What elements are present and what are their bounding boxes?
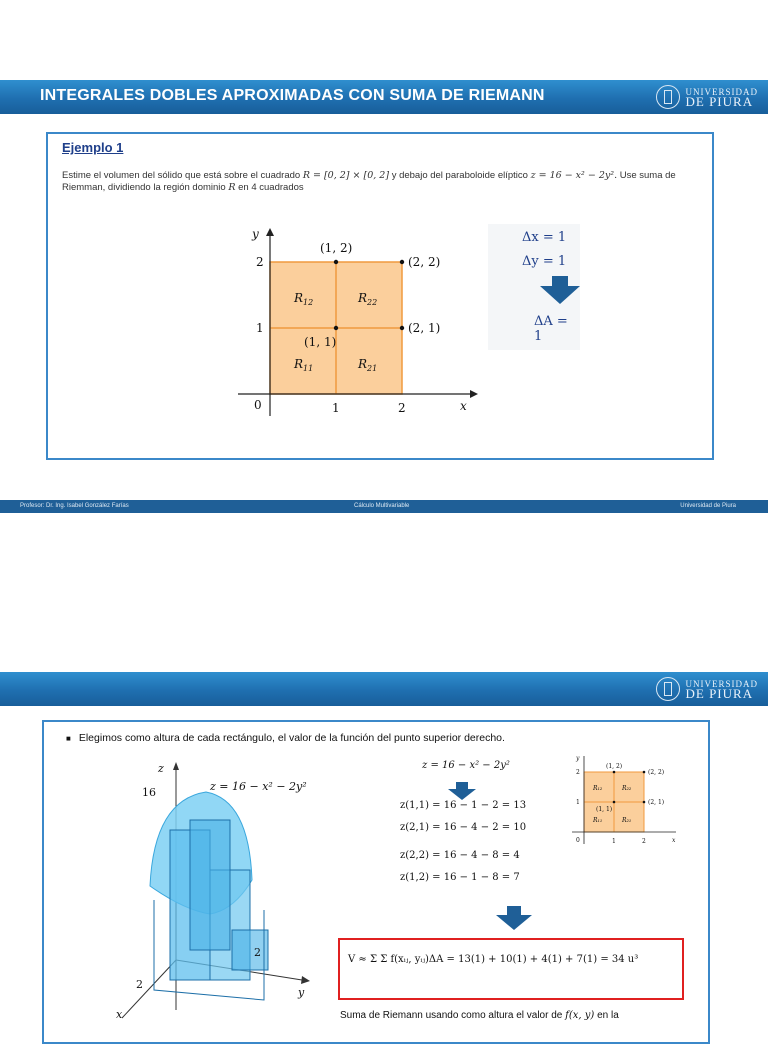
university-logo xyxy=(656,83,759,111)
logo-bottom-text: DE PIURA xyxy=(685,94,754,109)
solid-3d-plot xyxy=(114,760,344,1022)
region-r21-label: $R_{21}$ xyxy=(358,357,378,373)
x-axis-label: x xyxy=(460,399,467,413)
origin-label: 0 xyxy=(254,398,262,412)
title-bar-2 xyxy=(0,672,768,706)
svg-text:1: 1 xyxy=(576,799,580,806)
x-axis-arrow xyxy=(470,390,478,398)
y-tick-2-3d: 2 xyxy=(254,946,261,959)
svg-text:2: 2 xyxy=(642,838,646,845)
svg-text:2: 2 xyxy=(576,769,580,776)
svg-text:y: y xyxy=(576,755,580,762)
slide-2 xyxy=(0,672,768,1024)
y-axis-arrow xyxy=(266,228,274,236)
point-1-2 xyxy=(334,260,338,264)
z-axis-label: z xyxy=(158,762,164,775)
eval-z11: z(1,1) = 16 − 1 − 2 = 13 xyxy=(400,800,527,811)
down-arrow-icon xyxy=(540,276,580,304)
eval-z12: z(1,2) = 16 − 1 − 8 = 7 xyxy=(400,872,520,883)
eval-z21: z(2,1) = 16 − 4 − 2 = 10 xyxy=(400,822,527,833)
example-statement: Estime el volumen del sólido que está sobre el cuadrado R = [0, 2] × [0, 2] y debajo del paraboloide elíptico z = 16 − x² − 2y². Use suma de Riemman, dividiendo la región dominio R en 4 cuadrados xyxy=(62,170,676,193)
y-axis-label: y xyxy=(252,227,259,241)
delta-block xyxy=(488,224,580,350)
y-axis-label-3d: y xyxy=(298,986,305,999)
mini-region-grid xyxy=(560,754,680,854)
z-tick-16: 16 xyxy=(142,786,156,799)
logo-top-text: UNIVERSIDAD xyxy=(685,679,758,689)
down-arrow-big-icon xyxy=(496,906,532,930)
svg-text:0: 0 xyxy=(576,837,580,844)
point-1-1 xyxy=(334,326,338,330)
svg-text:R₂₁: R₂₁ xyxy=(622,817,632,824)
function-expr: z = 16 − x² − 2y² xyxy=(422,760,510,771)
footer xyxy=(0,500,768,513)
region-r11-label: $R_{11}$ xyxy=(294,357,314,373)
down-arrow-small-icon xyxy=(448,782,476,800)
x-tick-2-3d: 2 xyxy=(136,978,143,991)
slide-title: INTEGRALES DOBLES APROXIMADAS CON SUMA DE RIEMANN xyxy=(40,87,545,104)
bottom-note: Suma de Riemann usando como altura el valor de f(x, y) en la xyxy=(340,1010,619,1021)
svg-text:x: x xyxy=(672,837,676,844)
footer-professor: Profesor: Dr. Ing. Isabel González Farías xyxy=(20,503,129,509)
footer-university: Universidad de Piura xyxy=(680,503,736,509)
riemann-result-box xyxy=(338,938,684,1000)
bullet-text: ■ Elegimos como altura de cada rectángulo, el valor de la función del punto superior derecho. xyxy=(66,732,505,744)
svg-text:1: 1 xyxy=(612,838,616,845)
slide-1 xyxy=(0,80,768,513)
delta-y: Δy = 1 xyxy=(522,254,567,269)
tick-y2: 2 xyxy=(256,255,264,269)
surface-label: z = 16 − x² − 2y² xyxy=(210,780,307,793)
eval-z22: z(2,2) = 16 − 4 − 8 = 4 xyxy=(400,850,520,861)
riemann-sum-formula: V ≈ Σ Σ f(xᵢⱼ, yᵢⱼ)ΔA = 13(1) + 10(1) + 4(1) + 7(1) = 34 u³ xyxy=(348,954,639,965)
label-point-1-2: (1, 2) xyxy=(320,241,353,255)
svg-text:R₁₁: R₁₁ xyxy=(593,817,603,824)
example-frame xyxy=(46,132,714,460)
delta-a: ΔA = 1 xyxy=(534,314,568,344)
tick-x2: 2 xyxy=(398,401,406,415)
tick-y1: 1 xyxy=(256,321,264,335)
content-frame xyxy=(42,720,710,1044)
region-r12-label: $R_{12}$ xyxy=(294,291,314,307)
region-r22-label: $R_{22}$ xyxy=(358,291,378,307)
seal-icon xyxy=(656,85,680,109)
label-point-1-1: (1, 1) xyxy=(304,335,337,349)
university-logo-2 xyxy=(656,675,759,703)
x-axis-label-3d: x xyxy=(116,1008,123,1021)
seal-icon xyxy=(656,677,680,701)
svg-text:R₁₂: R₁₂ xyxy=(593,785,603,792)
label-point-2-2: (2, 2) xyxy=(408,255,441,269)
logo-top-text: UNIVERSIDAD xyxy=(685,87,758,97)
svg-text:(2, 1): (2, 1) xyxy=(648,799,665,806)
logo-bottom-text: DE PIURA xyxy=(685,686,754,701)
svg-text:(1, 1): (1, 1) xyxy=(596,806,613,813)
delta-x: Δx = 1 xyxy=(522,230,567,245)
svg-text:R₂₂: R₂₂ xyxy=(622,785,632,792)
example-title: Ejemplo 1 xyxy=(62,140,124,155)
point-2-1 xyxy=(400,326,404,330)
svg-text:(2, 2): (2, 2) xyxy=(648,769,665,776)
title-bar xyxy=(0,80,768,114)
label-point-2-1: (2, 1) xyxy=(408,321,441,335)
prism-r22 xyxy=(232,930,268,970)
region-grid-diagram xyxy=(208,224,488,424)
footer-course: Cálculo Multivariable xyxy=(354,503,410,509)
svg-text:(1, 2): (1, 2) xyxy=(606,763,623,770)
point-2-2 xyxy=(400,260,404,264)
bullet-icon: ■ xyxy=(66,734,71,743)
prism-r12 xyxy=(190,820,230,950)
tick-x1: 1 xyxy=(332,401,340,415)
